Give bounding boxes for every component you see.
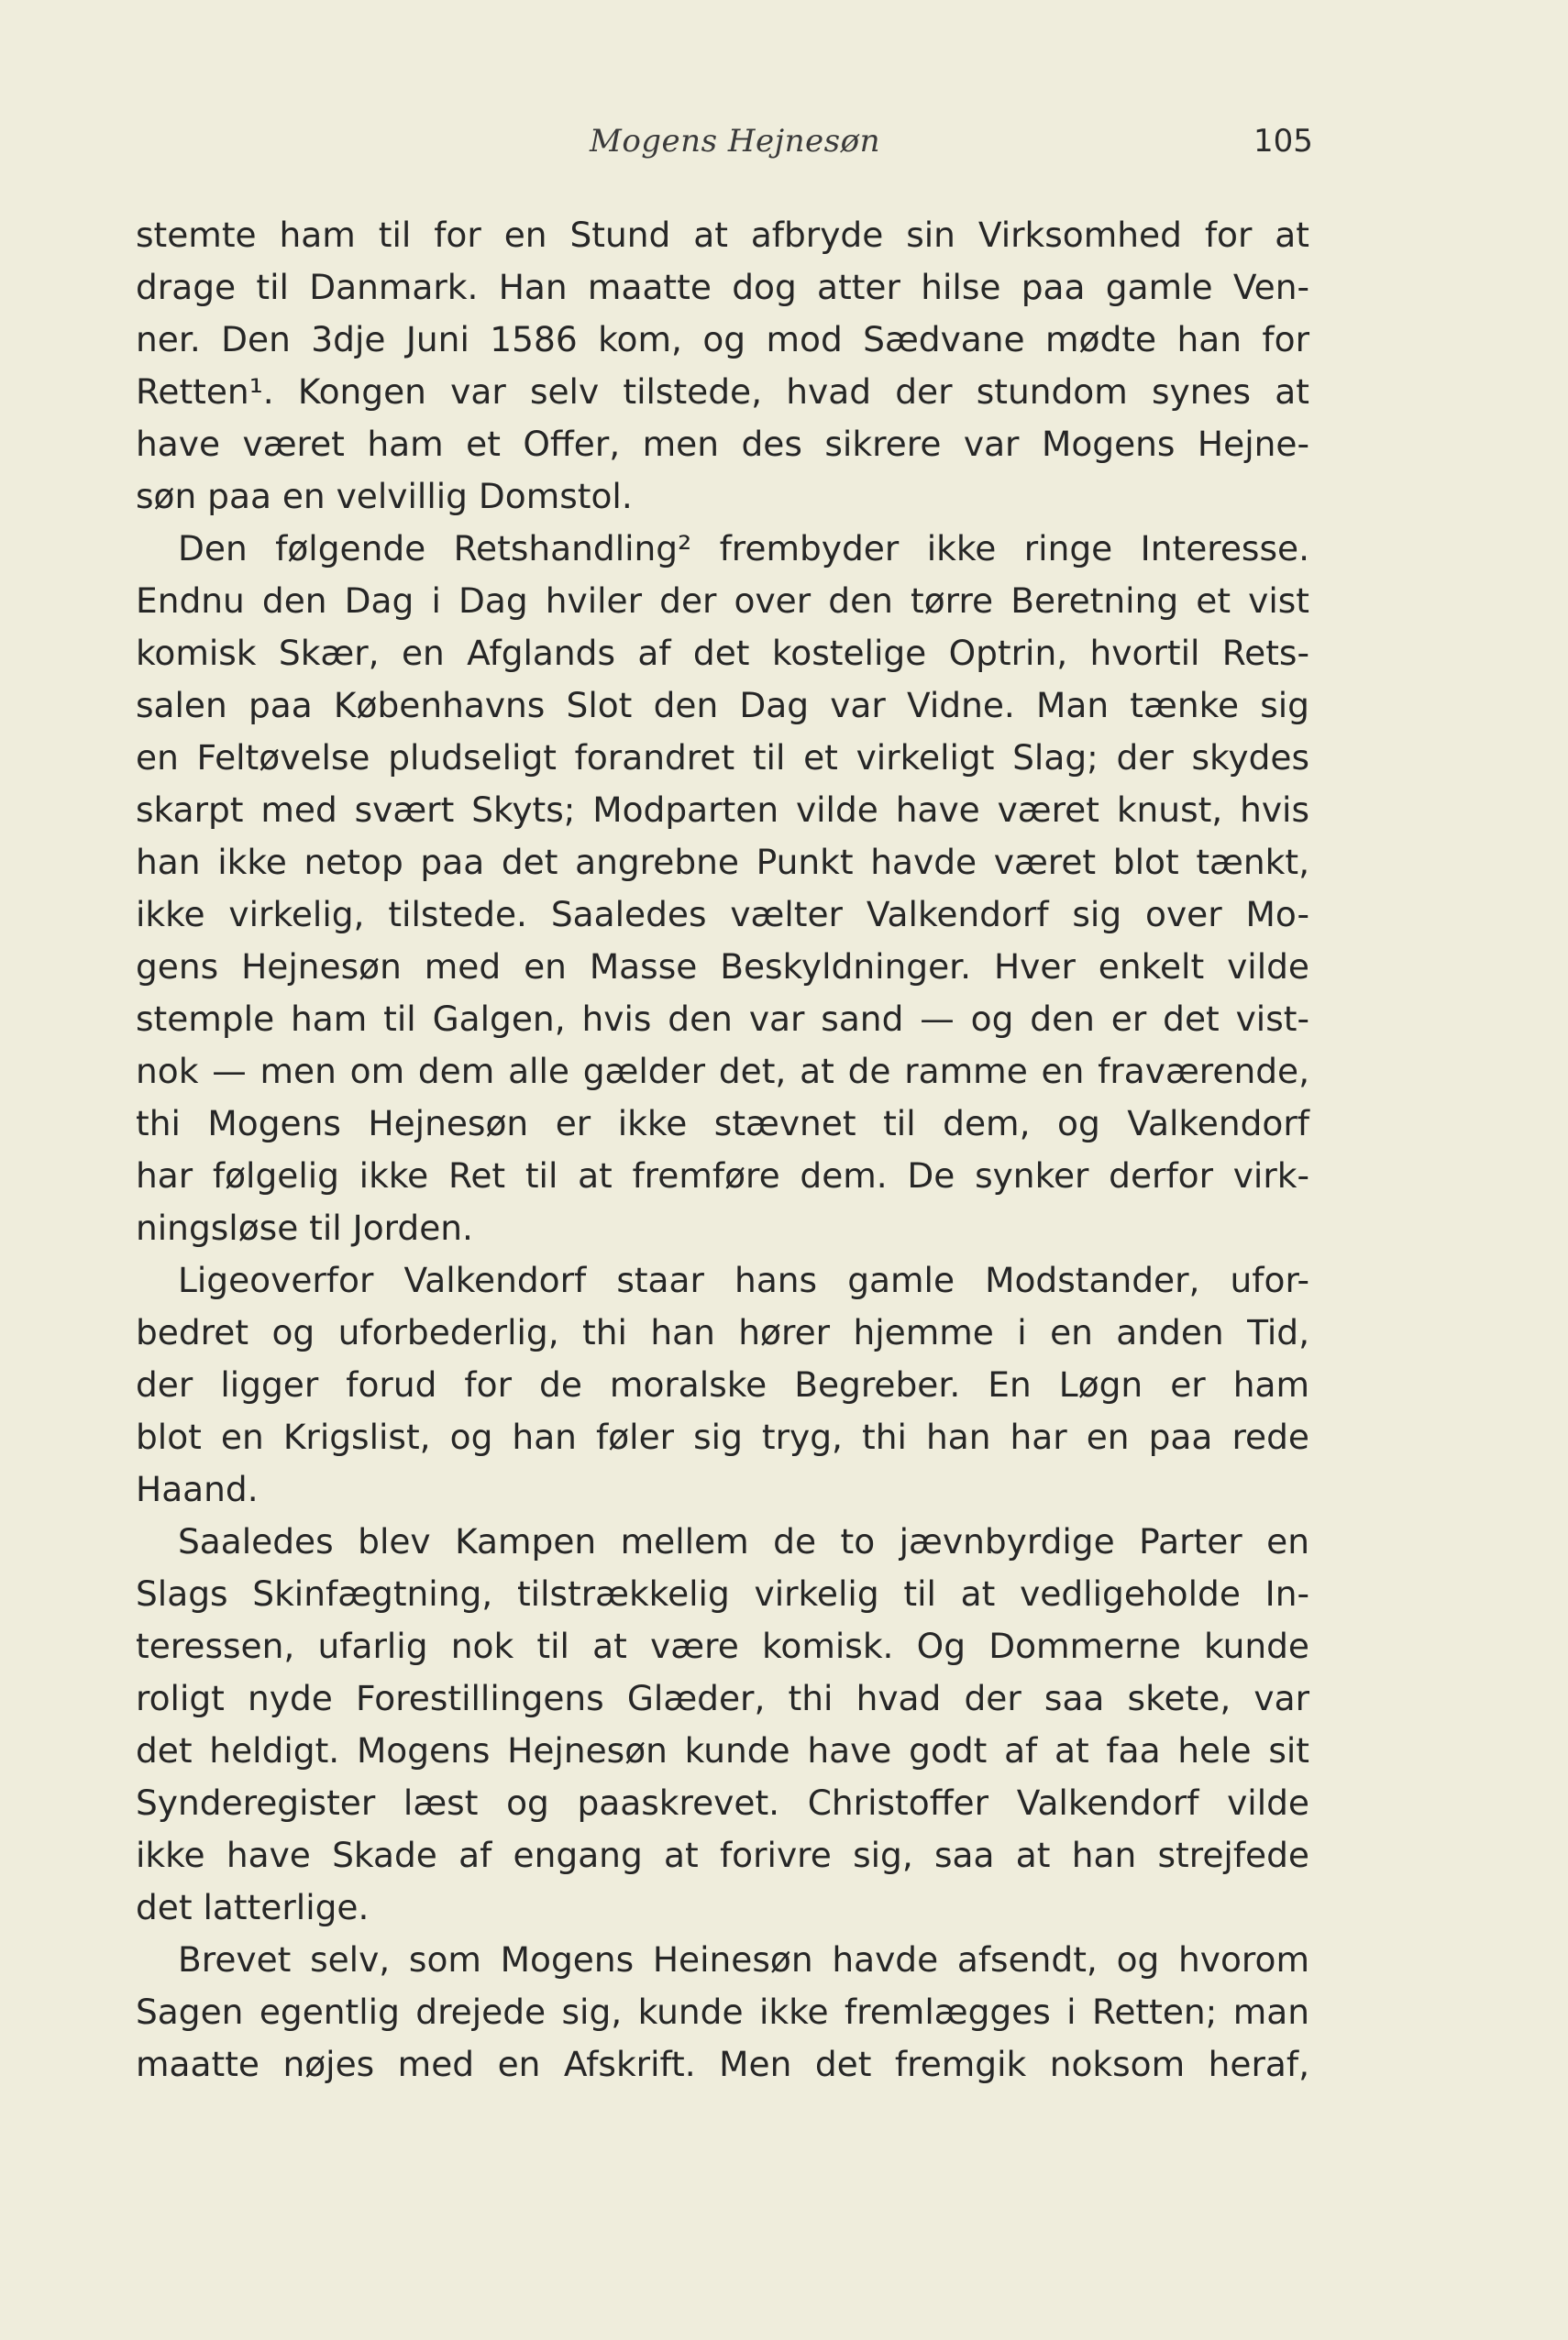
text-line: en Feltøvelse pludseligt forandret til et virkeligt Slag; der skydes bbox=[136, 737, 1309, 778]
text-line: ikke virkelig, tilstede. Saaledes vælter Valkendorf sig over Mo- bbox=[136, 894, 1309, 934]
running-head bbox=[0, 123, 1568, 178]
text-line: Synderegister læst og paaskrevet. Christoffer Valkendorf vilde bbox=[136, 1783, 1309, 1823]
text-line: nok — men om dem alle gælder det, at de ramme en fraværende, bbox=[136, 1051, 1309, 1091]
paragraph-first-line: Brevet selv, som Mogens Heinesøn havde afsendt, og hvorom bbox=[178, 1939, 1309, 1980]
text-line: Sagen egentlig drejede sig, kunde ikke fremlægges i Retten; man bbox=[136, 1992, 1309, 2032]
text-line: har følgelig ikke Ret til at fremføre dem. De synker derfor virk- bbox=[136, 1155, 1309, 1196]
text-line: stemte ham til for en Stund at afbryde sin Virksomhed for at bbox=[136, 215, 1309, 255]
text-line: skarpt med svært Skyts; Modparten vilde have været knust, hvis bbox=[136, 789, 1309, 830]
text-line: søn paa en velvillig Domstol. bbox=[136, 476, 633, 516]
text-line: komisk Skær, en Afglands af det kostelige Optrin, hvortil Rets- bbox=[136, 633, 1309, 673]
text-line: Slags Skinfægtning, tilstrækkelig virkelig til at vedligeholde In- bbox=[136, 1573, 1309, 1614]
text-line: han ikke netop paa det angrebne Punkt havde været blot tænkt, bbox=[136, 842, 1309, 882]
text-line: bedret og uforbederlig, thi han hører hjemme i en anden Tid, bbox=[136, 1312, 1309, 1352]
body-text bbox=[136, 209, 1309, 2091]
text-line: Endnu den Dag i Dag hviler der over den tørre Beretning et vist bbox=[136, 580, 1309, 621]
text-line: det heldigt. Mogens Hejnesøn kunde have godt af at faa hele sit bbox=[136, 1730, 1309, 1771]
text-line: have været ham et Offer, men des sikrere var Mogens Hejne- bbox=[136, 424, 1309, 464]
text-line: der ligger forud for de moralske Begreber. En Løgn er ham bbox=[136, 1364, 1309, 1405]
text-line: ikke have Skade af engang at forivre sig, saa at han strejfede bbox=[136, 1835, 1309, 1875]
page-number: 105 bbox=[1253, 123, 1313, 160]
text-line: blot en Krigslist, og han føler sig tryg, thi han har en paa rede bbox=[136, 1417, 1309, 1457]
text-line: det latterlige. bbox=[136, 1887, 370, 1927]
paragraph-first-line: Den følgende Retshandling² frembyder ikke ringe Interesse. bbox=[178, 528, 1309, 568]
running-head-title: Mogens Hejnesøn bbox=[590, 123, 880, 160]
text-line: Retten¹. Kongen var selv tilstede, hvad der stundom synes at bbox=[136, 371, 1309, 412]
text-line: ningsløse til Jorden. bbox=[136, 1208, 473, 1248]
text-line: gens Hejnesøn med en Masse Beskyldninger. Hver enkelt vilde bbox=[136, 946, 1309, 987]
text-line: stemple ham til Galgen, hvis den var sand — og den er det vist- bbox=[136, 999, 1309, 1039]
text-line: salen paa Københavns Slot den Dag var Vidne. Man tænke sig bbox=[136, 685, 1309, 725]
text-line: drage til Danmark. Han maatte dog atter hilse paa gamle Ven- bbox=[136, 267, 1309, 307]
text-line: roligt nyde Forestillingens Glæder, thi hvad der saa skete, var bbox=[136, 1678, 1309, 1718]
paragraph-first-line: Ligeoverfor Valkendorf staar hans gamle Modstander, ufor- bbox=[178, 1260, 1309, 1300]
text-line: maatte nøjes med en Afskrift. Men det fremgik noksom heraf, bbox=[136, 2044, 1309, 2084]
text-line: thi Mogens Hejnesøn er ikke stævnet til dem, og Valkendorf bbox=[136, 1103, 1309, 1143]
text-line: teressen, ufarlig nok til at være komisk. Og Dommerne kunde bbox=[136, 1626, 1309, 1666]
text-line: Haand. bbox=[136, 1469, 259, 1509]
paragraph-first-line: Saaledes blev Kampen mellem de to jævnbyrdige Parter en bbox=[178, 1521, 1309, 1562]
text-line: ner. Den 3dje Juni 1586 kom, og mod Sædvane mødte han for bbox=[136, 319, 1309, 359]
